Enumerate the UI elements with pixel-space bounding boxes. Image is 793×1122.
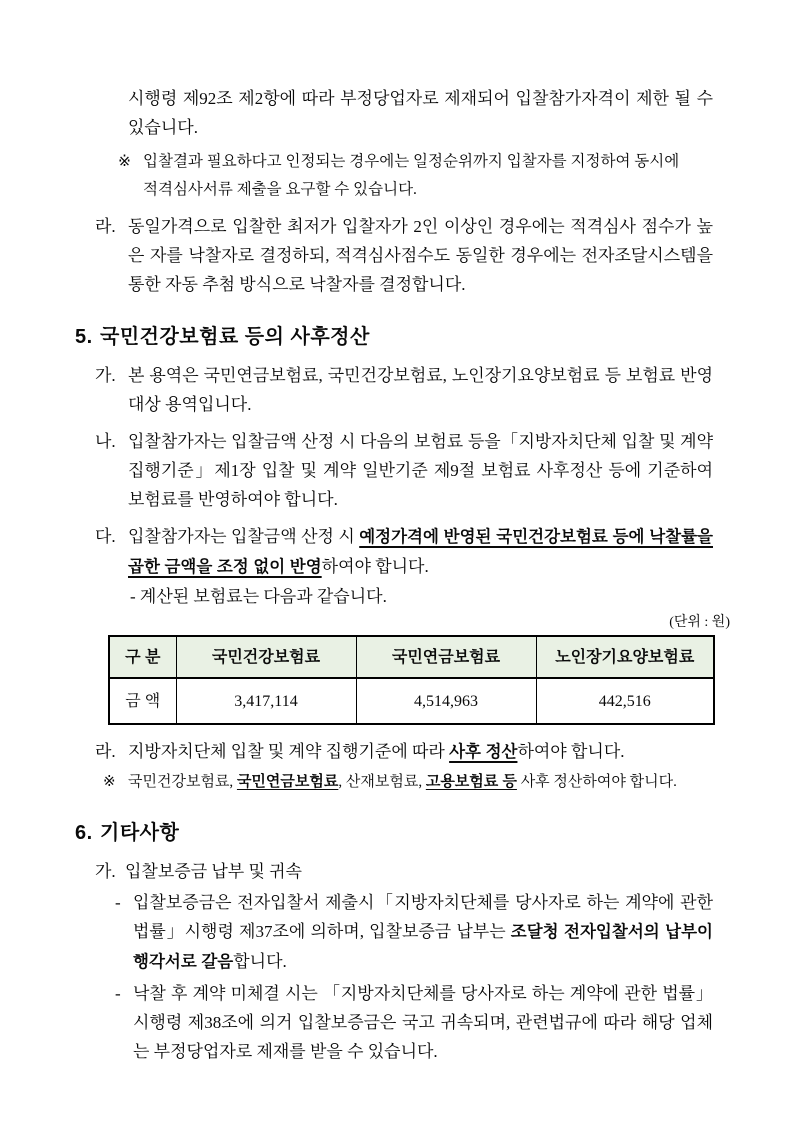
dash-marker: - <box>115 893 121 912</box>
footnote-emphasis: 고용보험료 등 <box>425 773 517 790</box>
emphasis-underlined-text: 사후 정산 <box>449 743 518 761</box>
reference-mark-icon: ※ <box>103 774 116 790</box>
list-marker: 라. <box>95 217 116 236</box>
insurance-amount-table <box>108 635 715 725</box>
list-marker: 다. <box>95 527 116 546</box>
list-marker: 나. <box>95 432 116 451</box>
section5-title-text: 국민건강보험료 등의 사후정산 <box>100 326 370 348</box>
table-header-row <box>109 636 714 678</box>
s5-item-ga <box>95 361 713 419</box>
list-marker: 라. <box>95 742 116 761</box>
footnote-seg: 국민건강보험료, <box>128 774 237 790</box>
list-item-text: 본 용역은 국민연금보험료, 국민건강보험료, 노인장기요양보험료 등 보험료 반영 대상 용역입니다. <box>128 366 713 414</box>
list-item-ra-tiebreak <box>95 212 713 299</box>
section5-title <box>75 323 713 351</box>
continuation-paragraph: 시행령 제92조 제2항에 따라 부정당업자로 제재되어 입찰참가자격이 제한 될 수 있습니다. <box>128 89 713 137</box>
emphasis-bold-text: 조달청 전자입찰서의 납부이행각서로 갈음 <box>133 923 713 971</box>
footnote-seg: 사후 정산하여야 합니다. <box>516 774 677 790</box>
footnote-emphasis: 국민연금보험료 <box>236 773 339 790</box>
s6-dash-item-forfeit <box>115 979 713 1066</box>
table-header-longtermcare-insurance: 노인장기요양보험료 <box>536 636 714 678</box>
list-item-text: 동일가격으로 입찰한 최저가 입찰자가 2인 이상인 경우에는 적격심사 점수가 높은 자를 낙찰자로 결정하되, 적격심사점수도 동일한 경우에는 전자조달시스템을 통한 자동 추첨 방식으로 낙찰자를 결정합니다. <box>128 217 713 294</box>
s6-item-ga <box>95 857 713 886</box>
list-item-text-suffix: 합니다. <box>233 952 287 971</box>
section6-title <box>75 819 713 847</box>
list-item-text-suffix: 하여야 합니다. <box>321 557 429 576</box>
table-unit-label: (단위 : 원) <box>669 615 730 630</box>
footnote-bid-result <box>118 148 698 204</box>
reference-mark-icon: ※ <box>118 153 131 170</box>
list-item-text-prefix: 지방자치단체 입찰 및 계약 집행기준에 따라 <box>128 742 450 761</box>
table-row-label: 금 액 <box>109 678 176 724</box>
list-marker: 가. <box>95 862 116 881</box>
table-header-pension-insurance: 국민연금보험료 <box>356 636 536 678</box>
s6-dash-item-deposit <box>115 888 713 977</box>
list-item-text: 입찰보증금 납부 및 귀속 <box>125 862 302 881</box>
list-item-text: 낙찰 후 계약 미체결 시는 「지방자치단체를 당사자로 하는 계약에 관한 법률」시행령 제38조에 의거 입찰보증금은 국고 귀속되며, 관련법규에 따라 해당 업체는 부정당업자로 제재를 받을 수 있습니다. <box>133 984 713 1061</box>
list-item-text-prefix: 입찰참가자는 입찰금액 산정 시 <box>128 527 360 546</box>
s5-item-da <box>95 522 713 582</box>
footnote-seg: , 산재보험료, <box>338 774 426 790</box>
s5-footnote-settlement <box>103 769 733 795</box>
section5-number: 5. <box>75 326 93 348</box>
s5-item-na <box>95 427 713 514</box>
table-header-health-insurance: 국민건강보험료 <box>176 636 356 678</box>
footnote-text: 입찰결과 필요하다고 인정되는 경우에는 일정순위까지 입찰자를 지정하여 동시에 적격심사서류 제출을 요구할 수 있습니다. <box>143 153 680 198</box>
section6-title-text: 기타사항 <box>100 822 180 844</box>
s5-item-ra <box>95 737 713 767</box>
amount-health-insurance: 3,417,114 <box>176 678 356 724</box>
list-item-text-suffix: 하여야 합니다. <box>517 742 625 761</box>
emphasis-underlined-text: 예정가격에 반영된 국민건강보험료 등에 낙찰률을 곱한 금액을 조정 없이 반영 <box>128 528 713 576</box>
amount-pension-insurance: 4,514,963 <box>356 678 536 724</box>
table-header-gubun: 구 분 <box>109 636 176 678</box>
s5-sub-dash-item: - 계산된 보험료는 다음과 같습니다. <box>130 587 387 606</box>
list-item-text: 입찰참가자는 입찰금액 산정 시 다음의 보험료 등을「지방자치단체 입찰 및 계약 집행기준」제1장 입찰 및 계약 일반기준 제9절 보험료 사후정산 등에 기준하여 보험료를 반영하여야 합니다. <box>128 432 713 509</box>
amount-longtermcare-insurance: 442,516 <box>536 678 714 724</box>
table-row-amount <box>109 678 714 724</box>
list-item-text-prefix: 입찰보증금은 전자입찰서 제출시「지방자치단체를 당사자로 하는 계약에 관한 법률」시행령 제37조에 의하며, 입찰보증금 납부는 <box>133 893 713 941</box>
list-marker: 가. <box>95 366 116 385</box>
section6-number: 6. <box>75 822 93 844</box>
dash-marker: - <box>115 984 121 1003</box>
